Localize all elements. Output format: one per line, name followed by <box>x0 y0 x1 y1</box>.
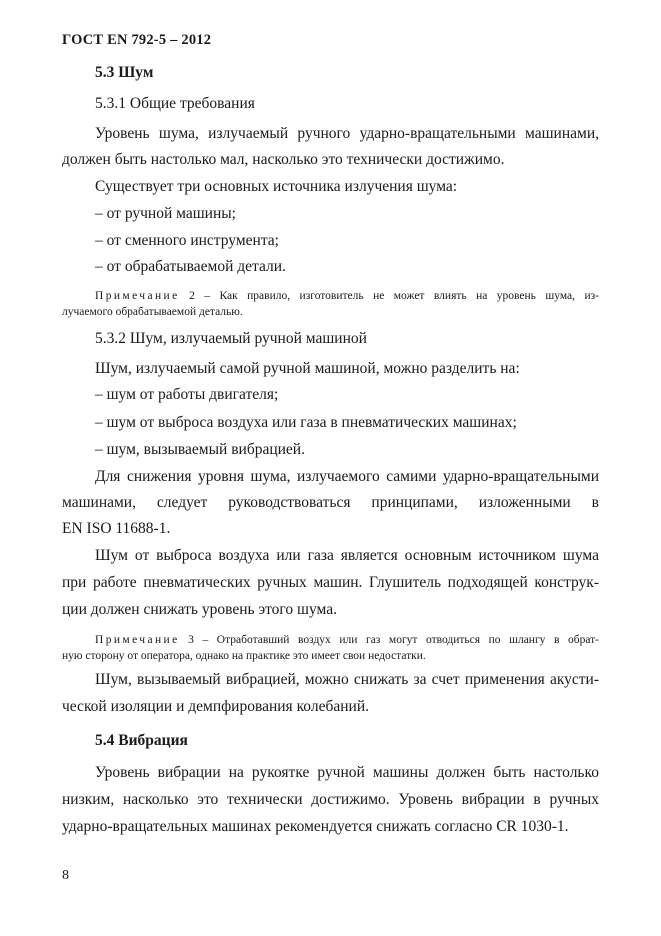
page-number: 8 <box>62 868 69 883</box>
paragraph-line: Шум, вызываемый вибрацией, можно снижать за счет применения акусти- <box>95 671 599 688</box>
paragraph-line: Уровень шума, излучаемый ручного ударно-вращательными машинами, <box>95 125 599 142</box>
section-5-3-title: 5.3 Шум <box>95 64 154 81</box>
subsection-5-3-2-title: 5.3.2 Шум, излучаемый ручной машиной <box>95 330 367 347</box>
note-text: 3 – Отработавший воздух или газ могут отводиться по шлангу в обрат- <box>179 634 599 646</box>
note-label: Примечание <box>95 290 180 302</box>
paragraph-line: Уровень вибрации на рукоятке ручной машины должен быть настолько <box>95 764 599 781</box>
note-3-line <box>95 634 599 646</box>
paragraph-line: Существует три основных источника излучения шума: <box>95 178 458 195</box>
paragraph-line: Для снижения уровня шума, излучаемого самими ударно-вращательными <box>95 468 599 485</box>
paragraph-line: низким, насколько это технически достижимо. Уровень вибрации в ручных <box>62 791 599 808</box>
list-item: – шум от работы двигателя; <box>95 386 279 403</box>
subsection-5-3-1-title: 5.3.1 Общие требования <box>95 95 255 112</box>
document-header: ГОСТ EN 792-5 – 2012 <box>62 32 212 48</box>
paragraph-line: EN ISO 11688-1. <box>62 520 171 537</box>
note-3-line: ную сторону от оператора, однако на практике это имеет свои недостатки. <box>62 650 426 662</box>
paragraph-line: ударно-вращательных машинах рекомендуется снижать согласно CR 1030-1. <box>62 818 569 835</box>
list-item: – от ручной машины; <box>95 205 236 222</box>
paragraph-line: Шум, излучаемый самой ручной машиной, можно разделить на: <box>95 360 520 377</box>
paragraph-line: ческой изоляции и демпфирования колебаний. <box>62 698 369 715</box>
paragraph-line: Шум от выброса воздуха или газа является основным источником шума <box>95 547 599 564</box>
section-5-4-title: 5.4 Вибрация <box>95 732 188 749</box>
note-text: 2 – Как правило, изготовитель не может влиять на уровень шума, из- <box>179 290 599 302</box>
list-item: – от сменного инструмента; <box>95 232 279 249</box>
list-item: – шум от выброса воздуха или газа в пневматических машинах; <box>95 414 517 431</box>
list-item: – от обрабатываемой детали. <box>95 258 286 275</box>
list-item: – шум, вызываемый вибрацией. <box>95 441 305 458</box>
note-2-line <box>95 290 599 302</box>
note-2-line: лучаемого обрабатываемой деталью. <box>62 306 243 318</box>
paragraph-line: ции должен снижать уровень этого шума. <box>62 601 337 618</box>
paragraph-line: машинами, следует руководствоваться принципами, изложенными в <box>62 494 599 511</box>
paragraph-line: при работе пневматических ручных машин. Глушитель подходящей конструк- <box>62 574 599 591</box>
note-label: Примечание <box>95 634 180 646</box>
paragraph-line: должен быть настолько мал, насколько это технически достижимо. <box>62 151 505 168</box>
